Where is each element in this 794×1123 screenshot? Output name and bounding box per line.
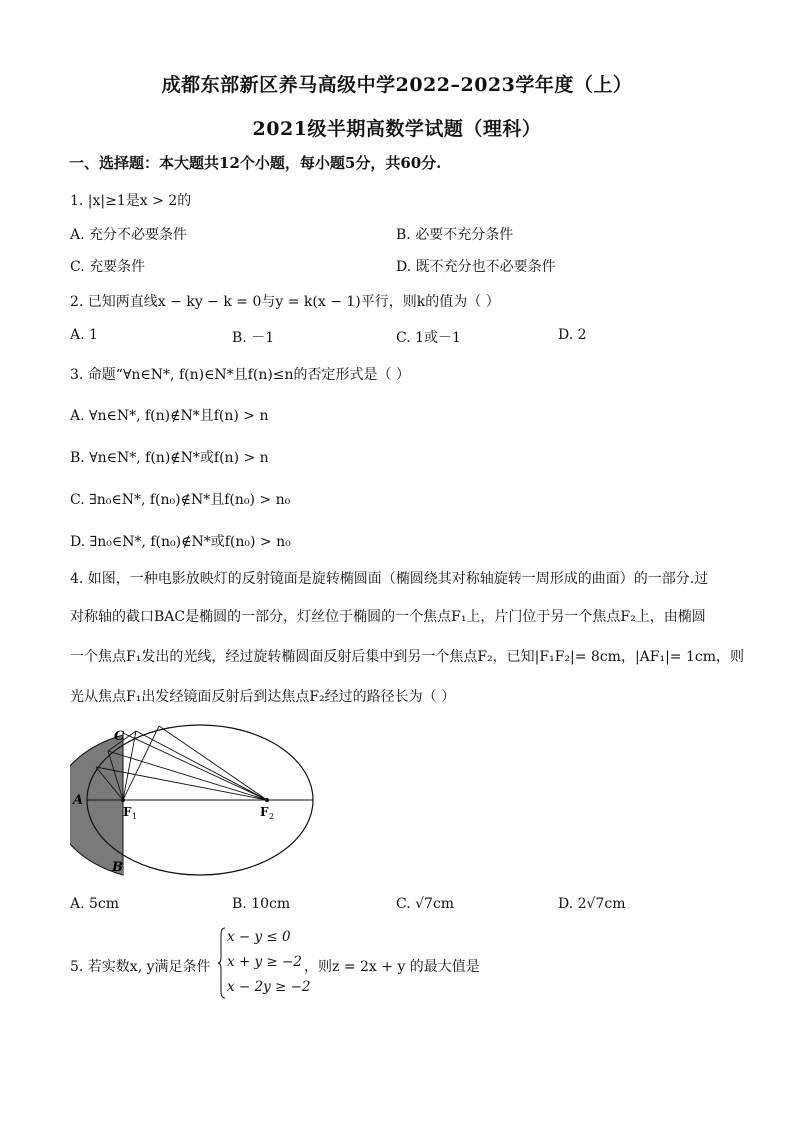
q1-option-d: D. 既不充分也不必要条件 [396,259,556,275]
q3-option-d: D. ∃n₀∈N*, f(n₀)∉N*或f(n₀) > n₀ [70,534,291,550]
q4-option-b: B. 10cm [232,896,291,912]
question-4-line-4: 光从焦点F₁出发经镜面反射后到达焦点F₂经过的路径长为（ ） [70,689,456,705]
focus-f1-point [121,798,125,802]
question-3: 3. 命题“∀n∈N*, f(n)∈N*且f(n)≤n的否定形式是（ ） [70,367,410,383]
constraint-1: x − y ≤ 0 [227,929,291,945]
label-f2: F [260,805,269,819]
focus-f2-point [265,798,269,802]
q4-option-c: C. √7cm [396,896,455,912]
label-a: A [73,793,84,808]
q4-option-d: D. 2√7cm [558,896,626,912]
section-heading: 一、选择题：本大题共12个小题，每小题5分，共60分. [69,154,442,172]
q1-option-b: B. 必要不充分条件 [396,227,514,243]
constraint-system [218,927,318,999]
label-f2-sub: 2 [269,812,275,821]
question-2: 2. 已知两直线x − ky − k = 0与y = k(x − 1)平行，则k的值为（ ） [70,294,500,310]
q3-option-b: B. ∀n∈N*, f(n)∉N*或f(n) > n [70,450,269,466]
label-f1-sub: 1 [132,812,138,821]
label-f1: F [123,805,132,819]
question-4-line-1: 4. 如图，一种电影放映灯的反射镜面是旋转椭圆面（椭圆绕其对称轴旋转一周形成的曲面）的一部分.过 [70,571,709,587]
q1-option-a: A. 充分不必要条件 [70,227,188,243]
exam-title: 成都东部新区养马高级中学2022–2023学年度（上） [161,74,633,96]
label-b: B [112,860,123,875]
question-1: 1. |x|≥1是x > 2的 [70,193,192,209]
q2-option-d: D. 2 [558,327,587,343]
question-4-line-3: 一个焦点F₁发出的光线，经过旋转椭圆面反射后集中到另一个焦点F₂，已知|F₁F₂|= 8cm，|AF₁|= 1cm，则 [70,649,745,665]
q3-option-a: A. ∀n∈N*, f(n)∉N*且f(n) > n [70,408,269,424]
q4-option-a: A. 5cm [70,896,120,912]
q1-option-c: C. 充要条件 [70,259,146,275]
exam-subtitle: 2021级半期高数学试题（理科） [252,118,542,140]
q2-option-a: A. 1 [70,327,98,343]
question-5-suffix: ，则z = 2x + y 的最大值是 [304,959,480,975]
question-5-prefix: 5. 若实数x, y满足条件 [70,959,211,975]
constraint-2: x + y ≥ −2 [227,954,302,970]
q2-option-c: C. 1或－1 [396,330,461,346]
ellipse-reflector-figure [70,723,315,883]
question-4-line-2: 对称轴的截口BAC是椭圆的一部分，灯丝位于椭圆的一个焦点F₁上，片门位于另一个焦点F₂上，由椭圆 [70,609,706,625]
q3-option-c: C. ∃n₀∈N*, f(n₀)∉N*且f(n₀) > n₀ [70,492,291,508]
left-brace-icon [218,927,226,999]
constraint-3: x − 2y ≥ −2 [227,979,311,995]
label-c: C [114,729,125,744]
q2-option-b: B. －1 [232,330,275,346]
